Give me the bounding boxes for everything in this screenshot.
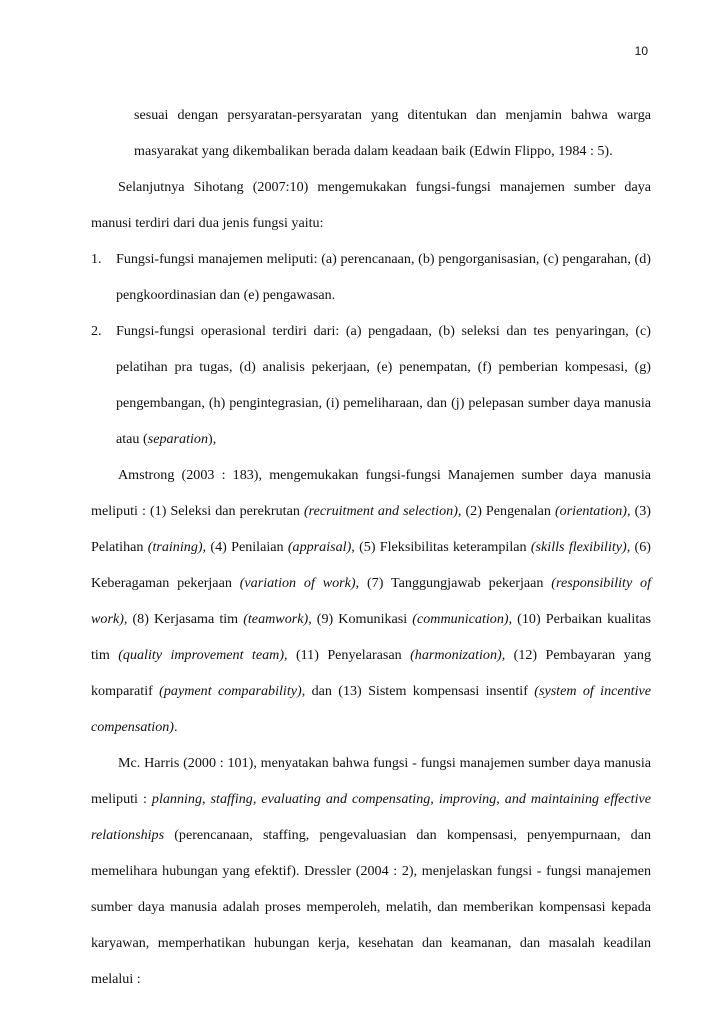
paragraph-amstrong: Amstrong (2003 : 183), mengemukakan fungsi-fungsi Manajemen sumber daya manusia meliputi : (1) Seleksi dan perekrutan (recruitment and selection), (2) Pengenalan (orientation), (3) Pelatihan (training), (4) Penilaian (appraisal), (5) Fleksibilitas keterampilan (skills flexibility), (6) Keberagaman pekerjaan (variation of work), (7) Tanggungjawab pekerjaan (responsibility of work), (8) Kerjasama tim (teamwork), (9) Komunikasi (communication), (10) Perbaikan kualitas tim (quality improvement team), (11) Penyelarasan (harmonization), (12) Pembayaran yang komparatif (payment comparability), dan (13) Sistem kompensasi insentif (system of incentive compensation). bbox=[91, 467, 652, 735]
list-number: 2. bbox=[91, 323, 102, 339]
page-body bbox=[91, 97, 651, 997]
list-number: 1. bbox=[91, 251, 102, 267]
list-text: Fungsi-fungsi manajemen meliputi: (a) perencanaan, (b) pengorganisasian, (c) pengarahan, (d) pengkoordinasian dan (e) pengawasan. bbox=[116, 251, 651, 303]
list-text-italic: separation bbox=[147, 431, 208, 447]
page-number: 10 bbox=[634, 44, 648, 58]
list-item-2 bbox=[91, 313, 651, 457]
list-text: Fungsi-fungsi operasional terdiri dari: (a) pengadaan, (b) seleksi dan tes penyaringan, (c) pelatihan pra tugas, (d) analisis pekerjaan, (e) penempatan, (f) pemberian kompesasi, (g) pengembangan, (h) pengintegrasian, (i) pemeliharaan, dan (j) pelepasan sumber daya manusia atau ( bbox=[116, 323, 651, 447]
paragraph-harris: Mc. Harris (2000 : 101), menyatakan bahwa fungsi - fungsi manajemen sumber daya manusia meliputi : planning, staffing, evaluating and compensating, improving, and maintaining effective relationships (perencanaan, staffing, pengevaluasian dan kompensasi, penyempurnaan, dan memelihara hubungan yang efektif). Dressler (2004 : 2), menjelaskan fungsi - fungsi manajemen sumber daya manusia adalah proses memperoleh, melatih, dan memberikan kompensasi kepada karyawan, memperhatikan hubungan kerja, kesehatan dan keamanan, dan masalah keadilan melalui : bbox=[91, 755, 651, 987]
paragraph-continuation: sesuai dengan persyaratan-persyaratan yang ditentukan dan menjamin bahwa warga masyarakat yang dikembalikan berada dalam keadaan baik (Edwin Flippo, 1984 : 5). bbox=[134, 107, 651, 159]
paragraph-sihotang: Selanjutnya Sihotang (2007:10) mengemukakan fungsi-fungsi manajemen sumber daya manusi terdiri dari dua jenis fungsi yaitu: bbox=[91, 179, 651, 231]
list-item-1 bbox=[91, 241, 651, 313]
list-text-end: ), bbox=[208, 431, 217, 447]
